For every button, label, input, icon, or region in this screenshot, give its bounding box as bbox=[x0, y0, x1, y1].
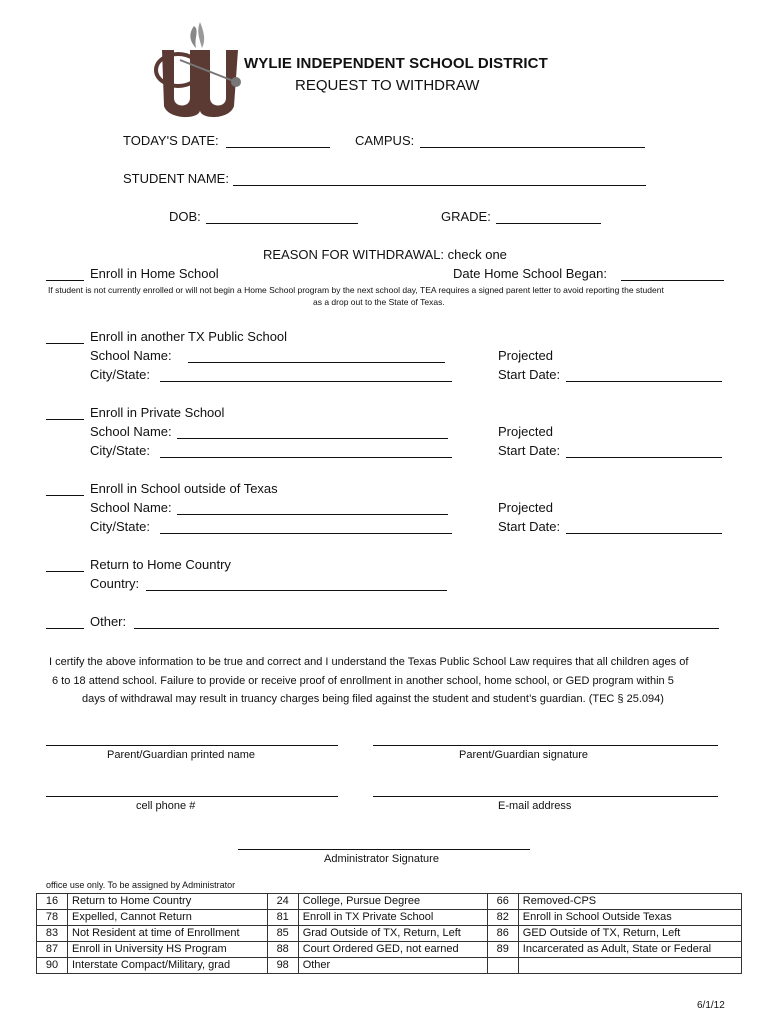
code-number: 86 bbox=[487, 926, 518, 942]
tx-public-start-date-field[interactable] bbox=[566, 381, 722, 382]
office-use-note: office use only. To be assigned by Administrator bbox=[46, 880, 236, 890]
code-description: Not Resident at time of Enrollment bbox=[68, 926, 268, 942]
other-checkbox[interactable] bbox=[46, 628, 84, 629]
outside-texas-school-name-field[interactable] bbox=[177, 514, 448, 515]
todays-date-field[interactable] bbox=[226, 147, 330, 148]
table-row bbox=[37, 958, 742, 974]
district-logo bbox=[150, 20, 250, 120]
outside-texas-start-date-field[interactable] bbox=[566, 533, 722, 534]
certification-line-1: I certify the above information to be true and correct and I understand the Texas Public School Law requires that all children ages of bbox=[49, 656, 689, 668]
grade-label: GRADE: bbox=[441, 209, 491, 224]
country-field[interactable] bbox=[146, 590, 447, 591]
outside-texas-school-name-label: School Name: bbox=[90, 500, 172, 515]
outside-texas-checkbox[interactable] bbox=[46, 495, 84, 496]
other-label: Other: bbox=[90, 614, 127, 629]
campus-field[interactable] bbox=[420, 147, 645, 148]
code-number: 83 bbox=[37, 926, 68, 942]
private-city-state-label: City/State: bbox=[90, 443, 150, 458]
campus-label: CAMPUS: bbox=[355, 133, 415, 148]
outside-texas-projected-label: Projected bbox=[498, 500, 553, 515]
outside-texas-label: Enroll in School outside of Texas bbox=[90, 481, 278, 496]
grade-field[interactable] bbox=[496, 223, 601, 224]
cell-phone-label: cell phone # bbox=[136, 800, 196, 812]
code-description: GED Outside of TX, Return, Left bbox=[518, 926, 741, 942]
email-label: E-mail address bbox=[498, 800, 572, 812]
reason-heading: REASON FOR WITHDRAWAL: check one bbox=[263, 247, 507, 262]
home-school-began-label: Date Home School Began: bbox=[453, 266, 607, 281]
admin-signature-field[interactable] bbox=[238, 849, 530, 850]
outside-texas-city-state-label: City/State: bbox=[90, 519, 150, 534]
private-projected-label: Projected bbox=[498, 424, 553, 439]
withdrawal-codes-table bbox=[36, 893, 742, 974]
code-number: 81 bbox=[267, 910, 298, 926]
private-label: Enroll in Private School bbox=[90, 405, 225, 420]
wylie-w-torch-logo-icon bbox=[150, 20, 250, 120]
code-description: Other bbox=[298, 958, 487, 974]
code-number bbox=[487, 958, 518, 974]
code-description bbox=[518, 958, 741, 974]
parent-signature-label: Parent/Guardian signature bbox=[459, 749, 589, 761]
code-description: Expelled, Cannot Return bbox=[68, 910, 268, 926]
home-school-checkbox[interactable] bbox=[46, 280, 84, 281]
code-number: 78 bbox=[37, 910, 68, 926]
code-number: 90 bbox=[37, 958, 68, 974]
tx-public-start-date-label: Start Date: bbox=[498, 367, 561, 382]
code-number: 16 bbox=[37, 894, 68, 910]
code-description: Incarcerated as Adult, State or Federal bbox=[518, 942, 741, 958]
table-row bbox=[37, 894, 742, 910]
form-title: REQUEST TO WITHDRAW bbox=[295, 77, 480, 94]
code-number: 89 bbox=[487, 942, 518, 958]
dob-label: DOB: bbox=[169, 209, 201, 224]
admin-signature-label: Administrator Signature bbox=[324, 853, 439, 865]
private-checkbox[interactable] bbox=[46, 419, 84, 420]
code-description: Court Ordered GED, not earned bbox=[298, 942, 487, 958]
home-school-note-1: If student is not currently enrolled or will not begin a Home School program by the next school day, TEA requires a signed parent letter to avoid reporting the student bbox=[48, 285, 664, 295]
outside-texas-start-date-label: Start Date: bbox=[498, 519, 561, 534]
private-city-state-field[interactable] bbox=[160, 457, 452, 458]
tx-public-projected-label: Projected bbox=[498, 348, 553, 363]
private-start-date-field[interactable] bbox=[566, 457, 722, 458]
student-name-label: STUDENT NAME: bbox=[123, 171, 229, 186]
home-country-label: Return to Home Country bbox=[90, 557, 231, 572]
table-row bbox=[37, 910, 742, 926]
tx-public-label: Enroll in another TX Public School bbox=[90, 329, 288, 344]
country-label: Country: bbox=[90, 576, 140, 591]
cell-phone-field[interactable] bbox=[46, 796, 338, 797]
code-description: Interstate Compact/Military, grad bbox=[68, 958, 268, 974]
home-school-note-2: as a drop out to the State of Texas. bbox=[313, 297, 445, 307]
tx-public-checkbox[interactable] bbox=[46, 343, 84, 344]
code-number: 85 bbox=[267, 926, 298, 942]
code-description: Return to Home Country bbox=[68, 894, 268, 910]
tx-public-city-state-label: City/State: bbox=[90, 367, 150, 382]
code-description: Enroll in TX Private School bbox=[298, 910, 487, 926]
email-field[interactable] bbox=[373, 796, 718, 797]
code-description: College, Pursue Degree bbox=[298, 894, 487, 910]
tx-public-school-name-field[interactable] bbox=[188, 362, 445, 363]
parent-printed-name-label: Parent/Guardian printed name bbox=[107, 749, 255, 761]
home-school-began-field[interactable] bbox=[621, 280, 724, 281]
dob-field[interactable] bbox=[206, 223, 358, 224]
student-name-field[interactable] bbox=[233, 185, 646, 186]
table-row bbox=[37, 942, 742, 958]
code-number: 87 bbox=[37, 942, 68, 958]
tx-public-city-state-field[interactable] bbox=[160, 381, 452, 382]
form-version: 6/1/12 bbox=[697, 1000, 725, 1011]
code-number: 66 bbox=[487, 894, 518, 910]
district-name: WYLIE INDEPENDENT SCHOOL DISTRICT bbox=[244, 55, 548, 72]
home-country-checkbox[interactable] bbox=[46, 571, 84, 572]
code-description: Enroll in School Outside Texas bbox=[518, 910, 741, 926]
private-start-date-label: Start Date: bbox=[498, 443, 561, 458]
code-number: 98 bbox=[267, 958, 298, 974]
code-description: Grad Outside of TX, Return, Left bbox=[298, 926, 487, 942]
home-school-label: Enroll in Home School bbox=[90, 266, 219, 281]
code-number: 88 bbox=[267, 942, 298, 958]
table-row bbox=[37, 926, 742, 942]
code-number: 82 bbox=[487, 910, 518, 926]
code-description: Enroll in University HS Program bbox=[68, 942, 268, 958]
private-school-name-field[interactable] bbox=[177, 438, 448, 439]
todays-date-label: TODAY'S DATE: bbox=[123, 133, 219, 148]
private-school-name-label: School Name: bbox=[90, 424, 172, 439]
parent-signature-field[interactable] bbox=[373, 745, 718, 746]
tx-public-school-name-label: School Name: bbox=[90, 348, 172, 363]
code-description: Removed-CPS bbox=[518, 894, 741, 910]
parent-printed-name-field[interactable] bbox=[46, 745, 338, 746]
certification-line-2: 6 to 18 attend school. Failure to provide or receive proof of enrollment in another school, home school, or GED program within 5 bbox=[52, 675, 674, 687]
certification-line-3: days of withdrawal may result in truancy charges being filed against the student and student’s guardian. (TEC § 25.094) bbox=[82, 693, 664, 705]
other-field[interactable] bbox=[134, 628, 719, 629]
outside-texas-city-state-field[interactable] bbox=[160, 533, 452, 534]
code-number: 24 bbox=[267, 894, 298, 910]
